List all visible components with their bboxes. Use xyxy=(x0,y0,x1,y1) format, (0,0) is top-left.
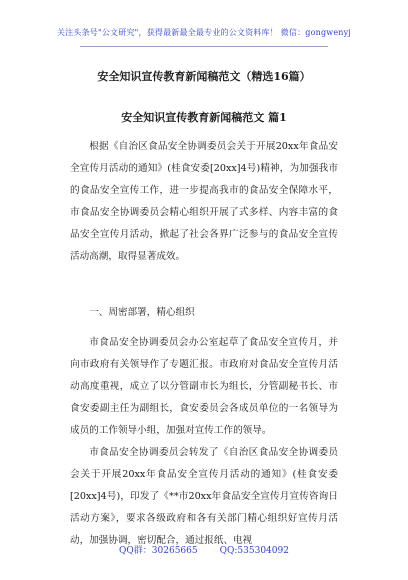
footer-contact xyxy=(0,543,408,556)
subheading-organization: 一、周密部署，精心组织 xyxy=(89,307,195,318)
qq-contact-number: QQ:535304092 xyxy=(219,546,289,556)
document-title: 安全知识宣传教育新闻稿范文（精选16篇） xyxy=(97,70,311,83)
paragraph-plan: 市食品安全协调委员会办公室起草了食品安全宣传月，并向市政府有关领导作了专题汇报。市政府对食品安全宣传月活动高度重视，成立了以分管副市长为组长，分管副秘书长、市食安委副主任为副组长，食安委员会各成员单位的一名领导为成员的工作领导小组，加强对宣传工作的领导。 xyxy=(70,337,338,436)
section-title: 安全知识宣传教育新闻稿范文 篇1 xyxy=(121,111,287,124)
header-divider xyxy=(80,46,328,47)
promo-header: 关注头条号"公文研究"，获得最新最全最专业的公文资料库！ 微信：gongwenyj xyxy=(56,28,352,37)
qq-group-number: QQ群：30265665 xyxy=(119,546,198,556)
paragraph-intro: 根据《自治区食品安全协调委员会关于开展20xx年食品安全宣传月活动的通知》(桂食安委[20xx]4号)精神，为加强我市的食品安全宣传工作，进一步提高我市的食品安全保障水平，市食品安全协调委员会精心组织开展了式多样、内容丰富的食品安全宣传月活动，掀起了社会各界广泛参与的食品安全宣传活动高潮，取得显著成效。 xyxy=(70,141,338,262)
paragraph-notice: 市食品安全协调委员会转发了《自治区食品安全协调委员会关于开展20xx年食品安全宣传月活动的通知》(桂食安委[20xx]4号)，印发了《**市20xx年食品安全宣传月宣传咨询日活动方案》，要求各级政府和各有关部门精心组织好宣传月活动，加强协调，密切配合，通过报纸、电视 xyxy=(70,447,338,546)
